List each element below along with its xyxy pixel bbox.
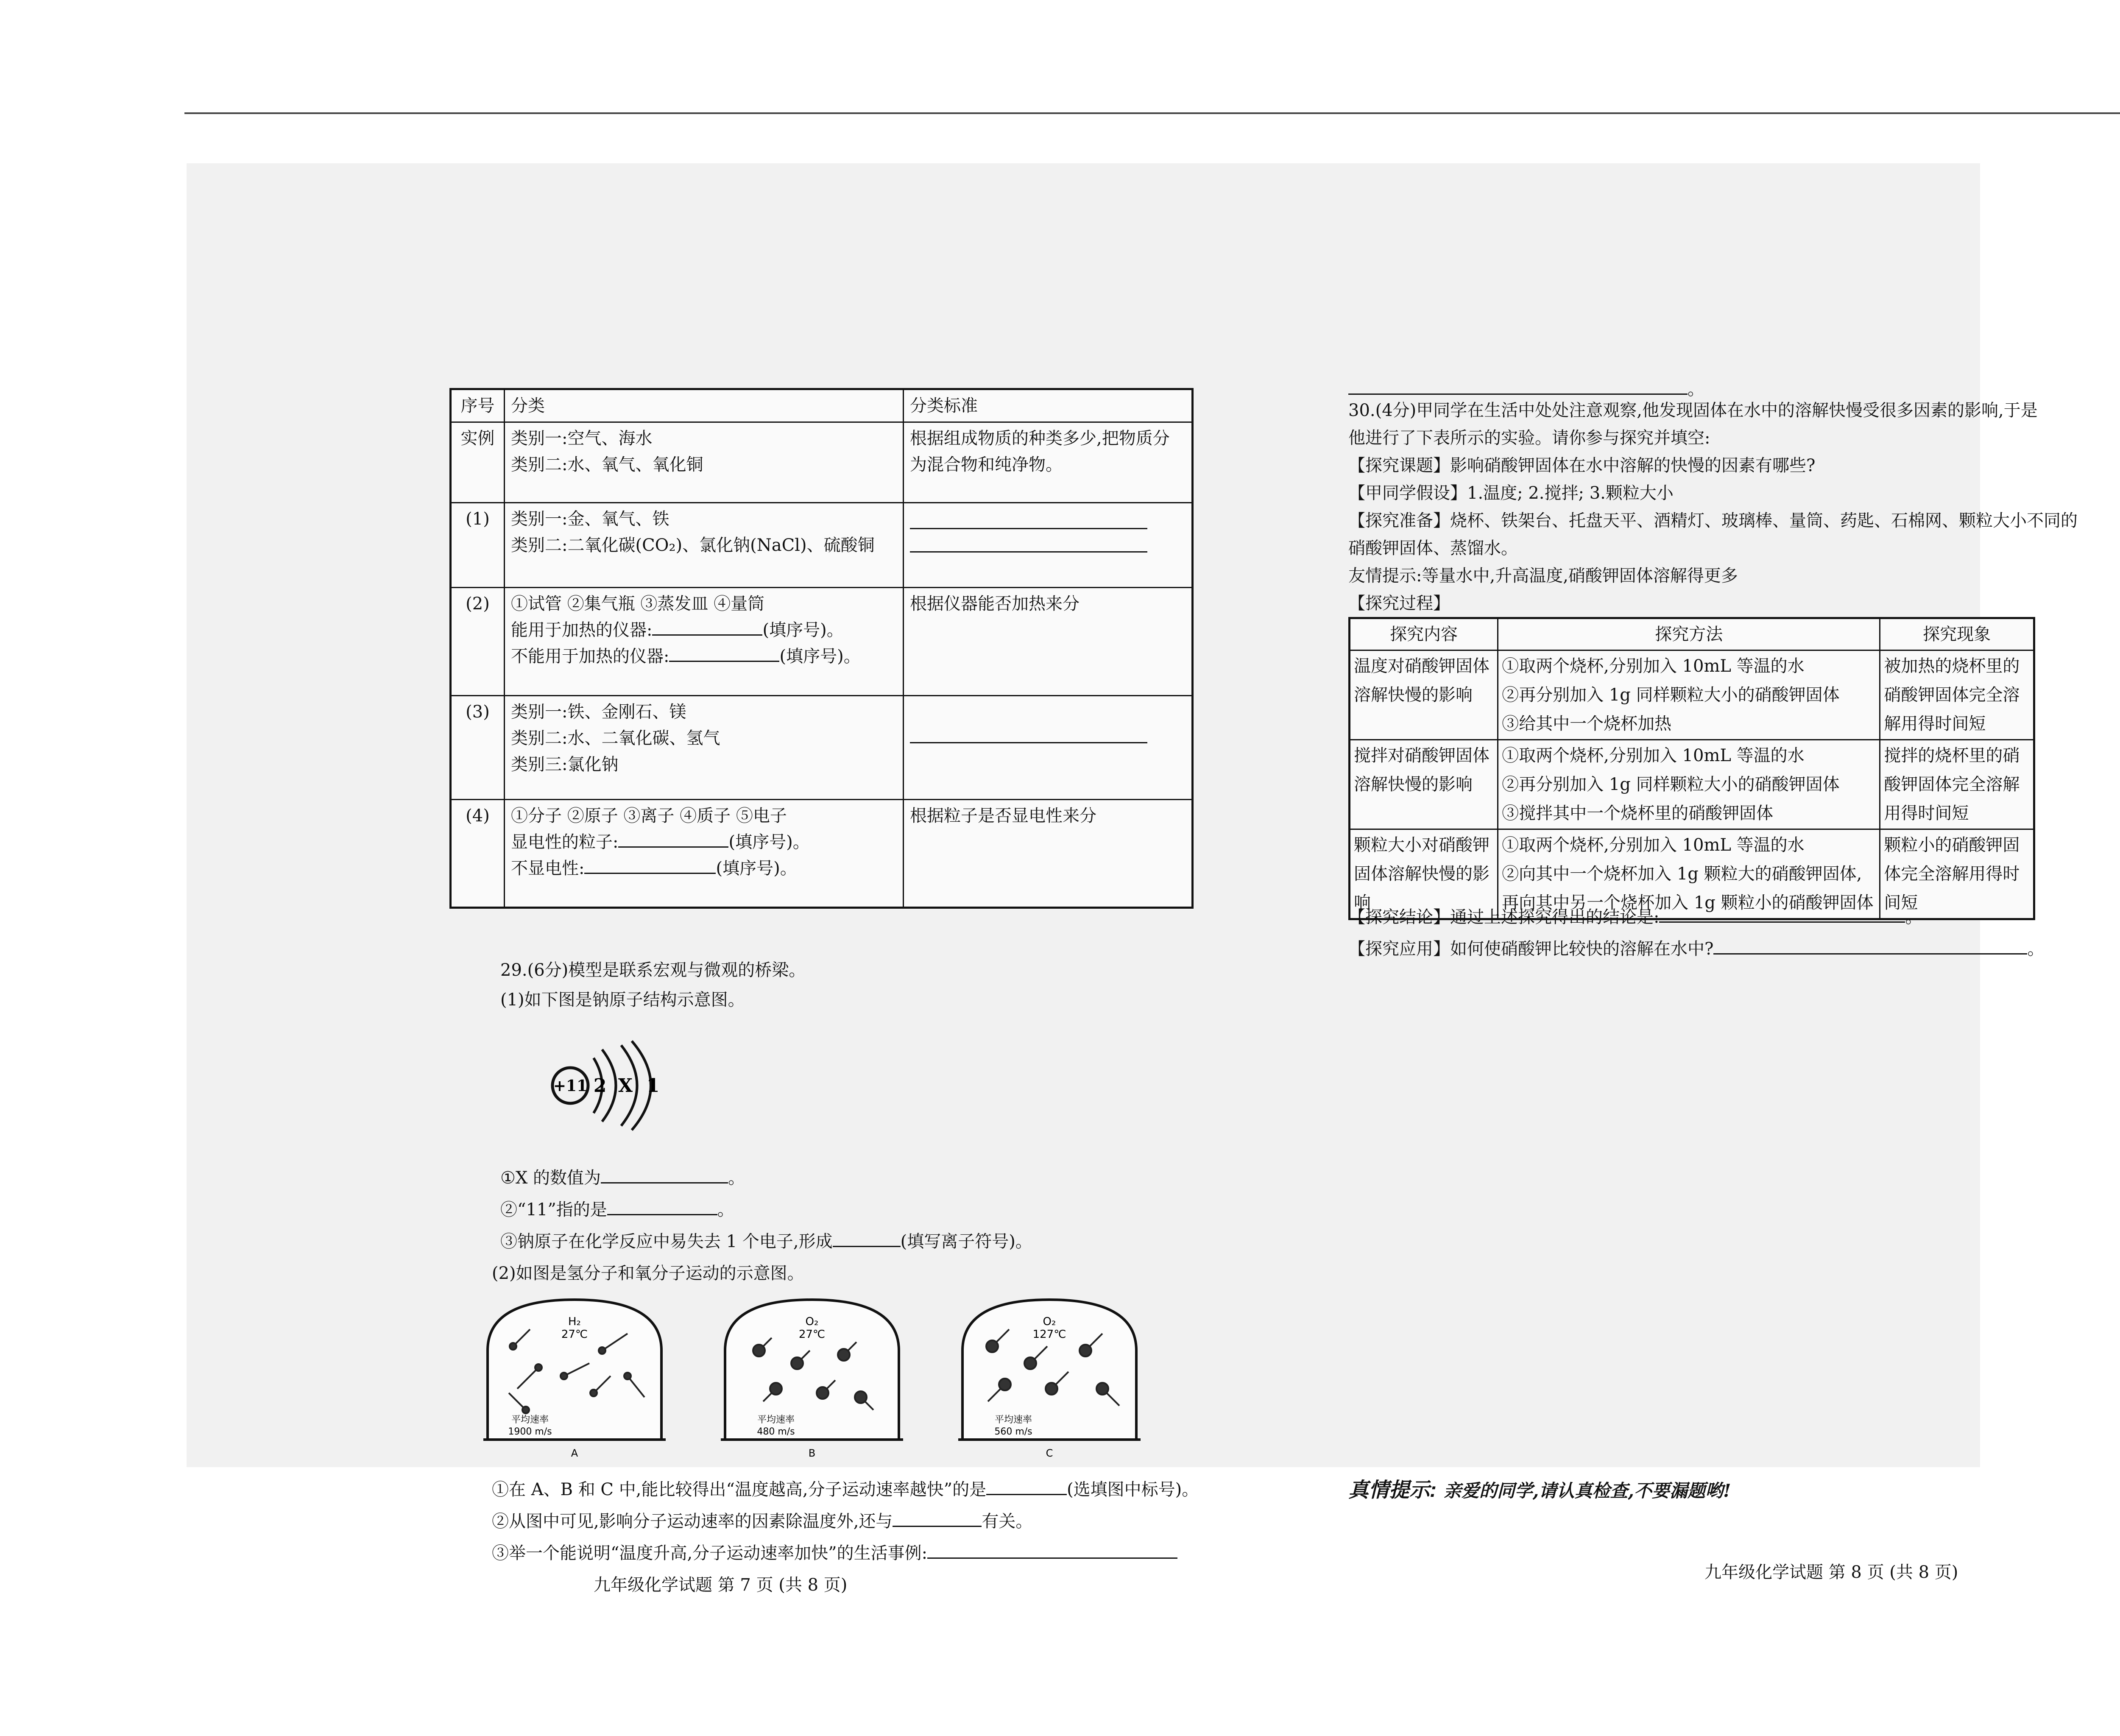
reminder-note: [1348, 1474, 1731, 1503]
standard-cell: [904, 503, 1193, 588]
cell-line: ②再分别加入 1g 同样颗粒大小的硝酸钾固体: [1502, 775, 1840, 794]
molecule-panel-svg: [475, 1291, 674, 1461]
temperature-label: 27℃: [798, 1328, 826, 1341]
category-cell: [505, 503, 904, 588]
table-row: [451, 503, 1193, 588]
question-29-4: [492, 1476, 1199, 1504]
shell-1-electrons: 2: [593, 1075, 607, 1097]
question-text: 【探究结论】通过上述探究得出的结论是:: [1348, 907, 1660, 927]
row-number: (4): [451, 800, 505, 908]
answer-blank[interactable]: [910, 724, 1147, 743]
question-30-intro-1: 30.(4分)甲同学在生活中处处注意观察,他发现固体在水中的溶解快慢受很多因素的影响,于是: [1348, 401, 2038, 420]
header-cell: 探究方法: [1498, 618, 1880, 650]
answer-blank[interactable]: [910, 533, 1147, 553]
question-text: 【探究应用】如何使硝酸钾比较快的溶解在水中?: [1348, 939, 1714, 959]
standard-cell: [904, 422, 1193, 503]
header-cell: 探究内容: [1350, 618, 1498, 650]
cell-line: 固体溶解快慢的影: [1354, 864, 1490, 884]
research-process-label: 【探究过程】: [1348, 594, 1450, 613]
answer-blank[interactable]: [1713, 937, 2027, 955]
question-29-3: [500, 1228, 1032, 1256]
fill-hint: (填序号)。: [728, 832, 810, 852]
fill-hint: (填序号)。: [762, 620, 844, 640]
temperature-label: 127℃: [1032, 1328, 1066, 1341]
category-cell: [505, 422, 904, 503]
gas-label: O₂: [1043, 1315, 1056, 1328]
answer-blank[interactable]: [584, 857, 716, 874]
question-29-part1: (1)如下图是钠原子结构示意图。: [500, 990, 745, 1010]
answer-blank[interactable]: [1348, 377, 1688, 395]
row-number: (2): [451, 588, 505, 696]
question-29-6: [492, 1539, 1177, 1567]
question-30-intro-2: 他进行了下表所示的实验。请你参与探究并填空:: [1348, 428, 1710, 448]
research-conclusion: 【探究结论】通过上述探究得出的结论是: 。: [1348, 903, 1922, 931]
reminder-label: 真情提示:: [1348, 1479, 1437, 1502]
sodium-atom-diagram: [547, 1033, 683, 1134]
shell-2-electrons: X: [618, 1075, 633, 1097]
answer-blank[interactable]: [986, 1478, 1067, 1495]
header-cell: 探究现象: [1880, 618, 2034, 650]
header-cell: 分类标准: [904, 389, 1193, 422]
answer-blank[interactable]: [910, 510, 1147, 529]
answer-line-top: 。: [1348, 375, 1704, 403]
category-label: 显电性的粒子:: [511, 832, 619, 852]
cell-line: 间短: [1884, 893, 1918, 913]
panel-c: [950, 1291, 1149, 1461]
question-text: 有关。: [982, 1512, 1033, 1531]
friendly-tip: 友情提示:等量水中,升高温度,硝酸钾固体溶解得更多: [1348, 566, 1738, 586]
header-cell: 分类: [505, 389, 904, 422]
question-29-part2: (2)如图是氢分子和氧分子运动的示意图。: [492, 1264, 804, 1283]
category-line: 类别二:水、氧气、氧化铜: [511, 455, 703, 474]
research-preparation-1: 【探究准备】烧杯、铁架台、托盘天平、酒精灯、玻璃棒、量筒、药匙、石棉网、颗粒大小不同的: [1348, 511, 2078, 530]
category-line: [511, 643, 897, 670]
temperature-label: 27℃: [561, 1328, 588, 1341]
panel-b: [712, 1291, 912, 1461]
panel-label: B: [808, 1447, 816, 1459]
question-29-1: ①X 的数值为 。: [500, 1164, 745, 1192]
standard-cell: [904, 588, 1193, 696]
nucleus-charge: +11: [553, 1077, 588, 1095]
cell-line: 硝酸钾固体完全溶: [1884, 685, 2020, 705]
question-text: ②“11”指的是: [500, 1200, 607, 1220]
question-text: ③举一个能说明“温度升高,分子运动速率加快”的生活事例:: [492, 1543, 928, 1563]
question-29-5: [492, 1507, 1032, 1535]
answer-blank[interactable]: [669, 645, 779, 662]
research-preparation-2: 硝酸钾固体、蒸馏水。: [1348, 539, 1518, 558]
question-text: (填写离子符号)。: [900, 1232, 1032, 1251]
cell-line: 酸钾固体完全溶解: [1884, 775, 2020, 794]
row-number: (3): [451, 696, 505, 800]
row-number: (1): [451, 503, 505, 588]
gas-label: O₂: [805, 1315, 819, 1328]
answer-blank[interactable]: [618, 830, 728, 848]
cell-line: 颗粒大小对硝酸钾: [1354, 835, 1490, 855]
question-text: ①X 的数值为: [500, 1168, 601, 1188]
category-line: [511, 617, 897, 643]
result-cell: [1880, 650, 2034, 740]
row-number: 实例: [451, 422, 505, 503]
table-header-row: [1350, 618, 2034, 650]
top-rule: [184, 112, 2120, 114]
page-footer-right: 九年级化学试题 第 8 页 (共 8 页): [1704, 1563, 1958, 1582]
category-line: 类别一:金、氧气、铁: [511, 509, 669, 529]
research-application: 【探究应用】如何使硝酸钾比较快的溶解在水中? 。: [1348, 935, 2044, 963]
scanned-exam-sheet: [187, 163, 2078, 1595]
research-topic: 【探究课题】影响硝酸钾固体在水中溶解的快慢的因素有哪些?: [1348, 456, 1816, 475]
reminder-message: 亲爱的同学,请认真检查,不要漏题哟!: [1443, 1480, 1731, 1501]
panel-label: A: [571, 1447, 578, 1459]
cell-line: 溶解快慢的影响: [1354, 775, 1473, 794]
question-29-2: ②“11”指的是 。: [500, 1196, 734, 1224]
table-row: [451, 588, 1193, 696]
molecule-motion-panels: [475, 1291, 1174, 1469]
cell-line: ②向其中一个烧杯加入 1g 颗粒大的硝酸钾固体,: [1502, 864, 1862, 884]
standard-cell: [904, 696, 1193, 800]
method-cell: [1498, 740, 1880, 829]
molecule-panel-svg: [712, 1291, 912, 1461]
answer-blank[interactable]: [601, 1166, 728, 1183]
cell-line: ②再分别加入 1g 同样颗粒大小的硝酸钾固体: [1502, 685, 1840, 705]
cell-line: ③给其中一个烧杯加热: [1502, 714, 1672, 734]
question-text: ②从图中可见,影响分子运动速率的因素除温度外,还与: [492, 1512, 893, 1531]
category-cell: [505, 588, 904, 696]
table-row: [451, 696, 1193, 800]
header-cell: 序号: [451, 389, 505, 422]
cell-line: 解用得时间短: [1884, 714, 1986, 734]
category-label: 不能用于加热的仪器:: [511, 647, 669, 666]
content-cell: [1350, 740, 1498, 829]
experiment-table: [1348, 617, 2035, 920]
fill-hint: (填序号)。: [779, 647, 861, 666]
category-cell: [505, 800, 904, 908]
category-line: [511, 855, 897, 882]
speed-value: 560 m/s: [994, 1426, 1032, 1437]
research-hypothesis: 【甲同学假设】1.温度; 2.搅拌; 3.颗粒大小: [1348, 483, 1674, 503]
answer-blank[interactable]: [607, 1198, 717, 1215]
standard-text: 根据仪器能否加热来分: [910, 594, 1080, 614]
classification-table: [449, 388, 1194, 909]
question-text: ③钠原子在化学反应中易失去 1 个电子,形成: [500, 1232, 833, 1251]
cell-line: 颗粒小的硝酸钾固: [1884, 835, 2020, 855]
category-line: ①分子 ②原子 ③离子 ④质子 ⑤电子: [511, 806, 787, 826]
standard-text: 根据粒子是否显电性来分: [910, 806, 1096, 826]
content-cell: [1350, 650, 1498, 740]
left-page: [449, 388, 1234, 1618]
category-cell: [505, 696, 904, 800]
answer-blank[interactable]: [927, 1541, 1177, 1559]
question-text: ①在 A、B 和 C 中,能比较得出“温度越高,分子运动速率越快”的是: [492, 1480, 987, 1499]
question-text: (选填图中标号)。: [1067, 1480, 1199, 1499]
speed-title: 平均速率: [994, 1415, 1032, 1425]
right-page: [1331, 375, 2116, 1605]
category-line: 类别三:氯化钠: [511, 755, 619, 774]
answer-blank[interactable]: [893, 1510, 982, 1527]
speed-value: 1900 m/s: [508, 1426, 552, 1437]
category-line: 类别一:铁、金刚石、镁: [511, 702, 686, 722]
cell-line: 被加热的烧杯里的: [1884, 656, 2020, 676]
gas-label: H₂: [568, 1315, 581, 1328]
cell-line: 体完全溶解用得时: [1884, 864, 2020, 884]
molecule-panel-svg: [950, 1291, 1149, 1461]
page-footer-left: 九年级化学试题 第 7 页 (共 8 页): [594, 1575, 848, 1595]
cell-line: 溶解快慢的影响: [1354, 685, 1473, 705]
panel-label: C: [1046, 1447, 1053, 1459]
speed-title: 平均速率: [511, 1415, 549, 1425]
question-29-title: 29.(6分)模型是联系宏观与微观的桥梁。: [500, 960, 806, 980]
category-label: 不显电性:: [511, 859, 585, 878]
result-cell: [1880, 740, 2034, 829]
cell-line: 温度对硝酸钾固体: [1354, 656, 1490, 676]
fill-hint: (填序号)。: [716, 859, 797, 878]
standard-cell: [904, 800, 1193, 908]
table-header-row: [451, 389, 1193, 422]
answer-blank[interactable]: [1659, 905, 1905, 923]
method-cell: [1498, 650, 1880, 740]
cell-line: ③搅拌其中一个烧杯里的硝酸钾固体: [1502, 804, 1774, 823]
category-line: [511, 829, 897, 855]
atom-structure-svg: [547, 1033, 683, 1134]
speed-title: 平均速率: [757, 1415, 795, 1425]
cell-line: 用得时间短: [1884, 804, 1969, 823]
category-line: 类别二:二氧化碳(CO₂)、氯化钠(NaCl)、硫酸铜: [511, 536, 875, 555]
cell-line: 响: [1354, 893, 1371, 913]
table-row: [1350, 740, 2034, 829]
answer-blank[interactable]: [833, 1230, 901, 1247]
answer-blank[interactable]: [652, 618, 762, 636]
cell-line: ①取两个烧杯,分别加入 10mL 等温的水: [1502, 656, 1805, 676]
category-label: 能用于加热的仪器:: [511, 620, 653, 640]
cell-line: ①取两个烧杯,分别加入 10mL 等温的水: [1502, 746, 1805, 765]
shell-3-electrons: 1: [646, 1075, 660, 1097]
cell-line: 再向其中另一个烧杯加入 1g 颗粒小的硝酸钾固体: [1502, 893, 1874, 913]
panel-a: [475, 1291, 674, 1461]
cell-line: 搅拌的烧杯里的硝: [1884, 746, 2020, 765]
category-line: 类别二:水、二氧化碳、氢气: [511, 728, 720, 748]
category-line: ①试管 ②集气瓶 ③蒸发皿 ④量筒: [511, 594, 765, 614]
standard-text: 根据组成物质的种类多少,把物质分为混合物和纯净物。: [910, 429, 1170, 474]
cell-line: 搅拌对硝酸钾固体: [1354, 746, 1490, 765]
category-line: 类别一:空气、海水: [511, 429, 653, 448]
speed-value: 480 m/s: [757, 1426, 795, 1437]
table-row: [451, 422, 1193, 503]
cell-line: ①取两个烧杯,分别加入 10mL 等温的水: [1502, 835, 1805, 855]
table-row: [1350, 650, 2034, 740]
table-row: [451, 800, 1193, 908]
